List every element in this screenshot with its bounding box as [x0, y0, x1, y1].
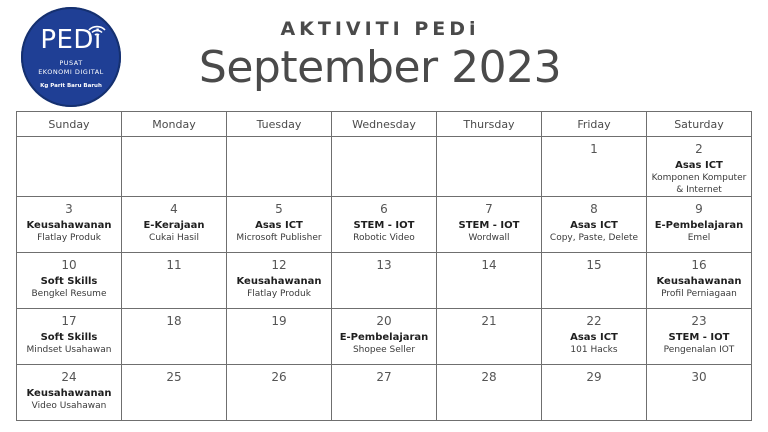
activity-detail: Flatlay Produk	[37, 233, 101, 243]
calendar-day-cell	[122, 197, 227, 253]
activity-detail: Komponen Komputer & Internet	[651, 173, 747, 195]
day-number: 23	[691, 314, 707, 328]
calendar-day-cell	[437, 309, 542, 365]
activity-title: STEM - IOT	[668, 332, 730, 343]
day-number: 30	[691, 370, 707, 384]
calendar-day-cell	[122, 365, 227, 421]
activity-detail: Mindset Usahawan	[26, 345, 112, 355]
page-title: September 2023	[198, 42, 562, 93]
activity-title: Asas ICT	[255, 220, 303, 231]
activity-detail: Bengkel Resume	[31, 289, 107, 299]
day-number: 13	[376, 258, 392, 272]
activity-detail: Microsoft Publisher	[236, 233, 322, 243]
pedi-logo	[21, 7, 121, 107]
day-number	[332, 137, 436, 142]
calendar-day-cell	[647, 253, 752, 309]
activity-detail: Robotic Video	[353, 233, 415, 243]
activity-title: E-Kerajaan	[143, 220, 205, 231]
calendar-day-cell	[227, 365, 332, 421]
day-number: 22	[586, 314, 602, 328]
activity-detail: Profil Perniagaan	[661, 289, 737, 299]
calendar-table	[16, 111, 752, 421]
calendar-day-cell	[542, 197, 647, 253]
activity-title: E-Pembelajaran	[339, 332, 429, 343]
weekday-header: Saturday	[647, 112, 752, 137]
activity-detail: Cukai Hasil	[149, 233, 199, 243]
calendar-day-cell	[542, 309, 647, 365]
calendar-day-cell	[332, 309, 437, 365]
day-number: 26	[271, 370, 287, 384]
activity-detail: Copy, Paste, Delete	[549, 233, 639, 243]
activity-title: Keusahawanan	[26, 220, 112, 231]
day-number	[17, 137, 121, 142]
day-number: 17	[61, 314, 77, 328]
calendar-week-row	[17, 137, 752, 197]
day-number: 9	[695, 202, 703, 216]
calendar-day-cell	[332, 365, 437, 421]
calendar-day-cell	[17, 197, 122, 253]
day-number: 10	[61, 258, 77, 272]
calendar-day-cell	[17, 309, 122, 365]
day-number: 15	[586, 258, 602, 272]
day-number: 8	[590, 202, 598, 216]
calendar-day-cell	[227, 197, 332, 253]
calendar-day-cell	[437, 365, 542, 421]
activity-detail: Shopee Seller	[352, 345, 416, 355]
calendar-day-cell	[647, 137, 752, 197]
day-number: 14	[481, 258, 497, 272]
calendar-day-cell	[122, 309, 227, 365]
day-number	[122, 137, 226, 142]
calendar-day-cell	[437, 197, 542, 253]
page-heading: AKTIVITI PEDi	[280, 18, 480, 40]
weekday-header: Thursday	[437, 112, 542, 137]
activity-title: Keusahawanan	[236, 276, 322, 287]
day-number: 16	[691, 258, 707, 272]
activity-detail: Flatlay Produk	[247, 289, 311, 299]
logo-line-1: PUSAT	[59, 59, 83, 67]
day-number: 27	[376, 370, 392, 384]
activity-title: Soft Skills	[40, 276, 98, 287]
activity-title: Keusahawanan	[26, 388, 112, 399]
day-number: 25	[166, 370, 182, 384]
day-number: 4	[170, 202, 178, 216]
weekday-header: Monday	[122, 112, 227, 137]
calendar-day-cell	[542, 137, 647, 197]
weekday-header: Tuesday	[227, 112, 332, 137]
activity-title: E-Pembelajaran	[654, 220, 744, 231]
logo-brand: PEDi	[40, 25, 102, 55]
day-number	[227, 137, 331, 142]
day-number: 6	[380, 202, 388, 216]
activity-detail: Wordwall	[468, 233, 510, 243]
calendar-week-row	[17, 253, 752, 309]
calendar-day-cell	[647, 365, 752, 421]
day-number: 19	[271, 314, 287, 328]
calendar-day-cell	[542, 365, 647, 421]
calendar-day-cell	[17, 365, 122, 421]
weekday-header: Sunday	[17, 112, 122, 137]
activity-detail: Pengenalan IOT	[663, 345, 735, 355]
activity-title: Asas ICT	[570, 220, 618, 231]
logo-line-3: Kg Parit Baru Baruh	[40, 83, 102, 89]
calendar-day-cell	[17, 137, 122, 197]
calendar-day-cell	[122, 253, 227, 309]
calendar-day-cell	[227, 309, 332, 365]
calendar-day-cell	[332, 137, 437, 197]
calendar-day-cell	[332, 197, 437, 253]
day-number: 21	[481, 314, 497, 328]
day-number: 29	[586, 370, 602, 384]
weekday-header: Friday	[542, 112, 647, 137]
day-number: 28	[481, 370, 497, 384]
day-number: 5	[275, 202, 283, 216]
day-number: 18	[166, 314, 182, 328]
calendar-day-cell	[542, 253, 647, 309]
logo-line-2: EKONOMI DIGITAL	[38, 68, 104, 76]
day-number	[437, 137, 541, 142]
weekday-header-row	[17, 112, 752, 137]
day-number: 7	[485, 202, 493, 216]
day-number: 3	[65, 202, 73, 216]
calendar-day-cell	[647, 309, 752, 365]
calendar-day-cell	[332, 253, 437, 309]
calendar-day-cell	[647, 197, 752, 253]
activity-title: STEM - IOT	[353, 220, 415, 231]
activity-title: Soft Skills	[40, 332, 98, 343]
calendar-week-row	[17, 197, 752, 253]
calendar-day-cell	[17, 253, 122, 309]
calendar-day-cell	[122, 137, 227, 197]
day-number: 1	[590, 142, 598, 156]
activity-title: Asas ICT	[675, 160, 723, 171]
activity-title: Keusahawanan	[656, 276, 742, 287]
calendar-week-row	[17, 309, 752, 365]
wifi-icon	[87, 22, 107, 42]
calendar-day-cell	[227, 137, 332, 197]
calendar-week-row	[17, 365, 752, 421]
weekday-header: Wednesday	[332, 112, 437, 137]
activity-detail: Emel	[687, 233, 711, 243]
day-number: 24	[61, 370, 77, 384]
activity-title: Asas ICT	[570, 332, 618, 343]
day-number: 20	[376, 314, 392, 328]
calendar-day-cell	[437, 253, 542, 309]
activity-title: STEM - IOT	[458, 220, 520, 231]
day-number: 2	[695, 142, 703, 156]
day-number: 12	[271, 258, 287, 272]
day-number: 11	[166, 258, 182, 272]
calendar-day-cell	[437, 137, 542, 197]
activity-detail: Video Usahawan	[31, 401, 107, 411]
calendar-day-cell	[227, 253, 332, 309]
calendar-body	[17, 137, 752, 421]
activity-detail: 101 Hacks	[570, 345, 618, 355]
